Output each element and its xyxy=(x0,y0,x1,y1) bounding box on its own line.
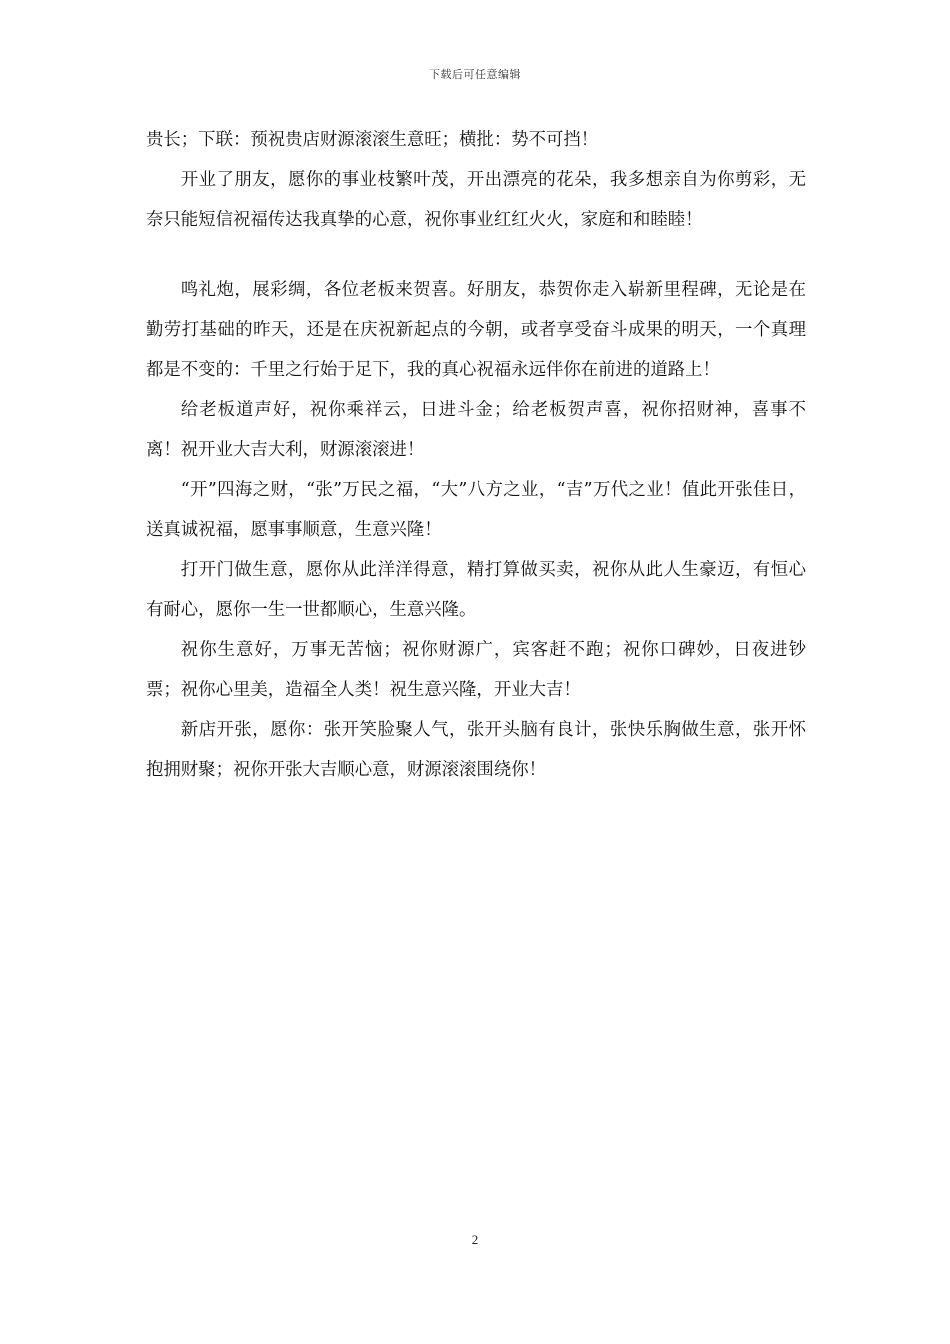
paragraph-good-business: 祝你生意好，万事无苦恼；祝你财源广，宾客赶不跑；祝你口碑妙，日夜进钞票；祝你心里美，造福全人类！祝生意兴隆，开业大吉！ xyxy=(146,640,806,700)
paragraph-open-business: 打开门做生意，愿你从此洋洋得意，精打算做买卖，祝你从此人生豪迈，有恒心有耐心，愿你一生一世都顺心，生意兴隆。 xyxy=(146,560,806,620)
paragraph-opening-friend: 开业了朋友，愿你的事业枝繁叶茂，开出漂亮的花朵，我多想亲自为你剪彩，无奈只能短信祝福传达我真挚的心意，祝你事业红红火火，家庭和和睦睦！ xyxy=(146,170,806,230)
paragraph-greet-boss: 给老板道声好，祝你乘祥云，日进斗金；给老板贺声喜，祝你招财神，喜事不离！祝开业大吉大利，财源滚滚进！ xyxy=(146,400,806,460)
page-header: 下载后可任意编辑 xyxy=(429,68,521,81)
paragraph-couplet-continuation: 贵长；下联：预祝贵店财源滚滚生意旺；横批：势不可挡！ xyxy=(146,130,599,150)
paragraph-kai-zhang-da-ji: “开”四海之财，“张”万民之福，“大”八方之业，“吉”万代之业！值此开张佳日，送真诚祝福，愿事事顺意，生意兴隆！ xyxy=(146,480,806,540)
paragraph-new-store: 新店开张，愿你：张开笑脸聚人气，张开头脑有良计，张快乐胸做生意，张开怀抱拥财聚；祝你开张大吉顺心意，财源滚滚围绕你！ xyxy=(146,720,806,780)
page-number: 2 xyxy=(471,1232,479,1247)
paragraph-salute-firecrackers: 鸣礼炮，展彩绸，各位老板来贺喜。好朋友，恭贺你走入崭新里程碑，无论是在勤劳打基础的昨天，还是在庆祝新起点的今朝，或者享受奋斗成果的明天，一个真理都是不变的：千里之行始于足下，我的真心祝福永远伴你在前进的道路上！ xyxy=(146,280,806,380)
document-body xyxy=(146,120,806,790)
